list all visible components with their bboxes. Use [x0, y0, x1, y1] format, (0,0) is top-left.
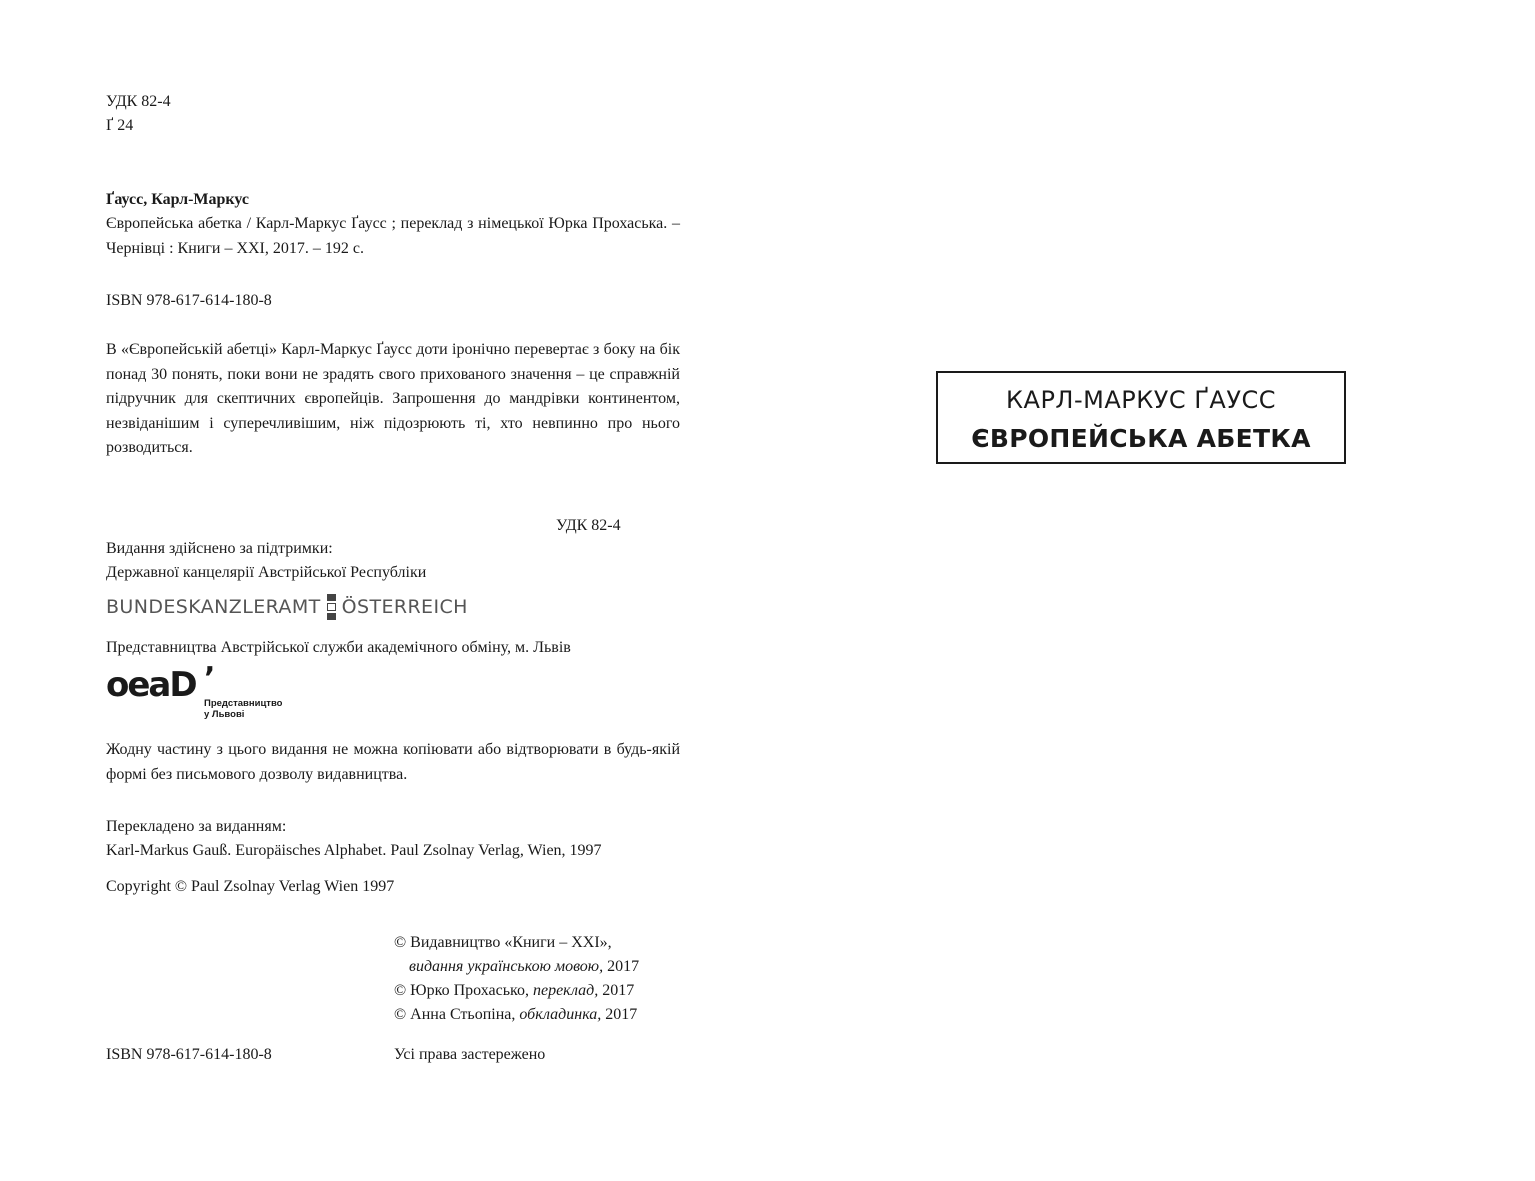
author-heading: Ґаусс, Карл-Маркус — [106, 191, 250, 208]
oead-logo — [106, 661, 306, 728]
book-title: ЄВРОПЕЙСЬКА АБЕТКА — [971, 424, 1311, 453]
support-block — [106, 537, 426, 585]
copyright-year: 2017 — [601, 1006, 638, 1023]
original-edition: Karl-Markus Gauß. Europäisches Alphabet. Paul Zsolnay Verlag, Wien, 1997 — [106, 842, 602, 859]
isbn-bottom: ISBN 978-617-614-180-8 — [106, 1046, 272, 1063]
copyright-plain: © Видавництво «Книги – XXI», — [394, 934, 612, 951]
copyright-italic: видання українською мовою, — [409, 958, 604, 975]
copyright-italic: обкладинка, — [519, 1006, 602, 1023]
oead-subtitle-line-1: Представництво — [204, 698, 283, 709]
title-box — [936, 371, 1346, 464]
bka-logo-right-text: ÖSTERREICH — [341, 596, 468, 618]
copyright-block — [394, 931, 639, 1027]
udk-right: УДК 82-4 — [556, 517, 621, 534]
copyright-plain: © Юрко Прохасько, — [394, 982, 533, 999]
translated-from-label: Перекладено за виданням: — [106, 818, 287, 835]
copyright-italic: переклад, — [532, 982, 599, 999]
bibliographic-entry: Європейська абетка / Карл-Маркус Ґаусс ; переклад з німецької Юрка Прохаська. – Чернівці : Книги – XXI, 2017. – 192 с. — [106, 215, 680, 257]
copyright-plain: © Анна Стьопіна, — [394, 1006, 520, 1023]
support-label: Видання здійснено за підтримки: — [106, 540, 333, 557]
copyright-line-publisher — [394, 931, 639, 955]
udk-block — [106, 90, 171, 138]
author-mark: Ґ 24 — [106, 117, 134, 134]
copyright-line-edition — [394, 955, 639, 979]
title-author: КАРЛ-МАРКУС ҐАУСС — [1006, 386, 1276, 414]
support-org-chancellery: Державної канцелярії Австрійської Республіки — [106, 564, 427, 581]
copyright-original: Copyright © Paul Zsolnay Verlag Wien 1997 — [106, 878, 395, 895]
oead-logo-mark: ’ — [204, 661, 216, 696]
copyright-line-cover — [394, 1003, 639, 1027]
copyright-year: 2017 — [598, 982, 635, 999]
bundeskanzleramt-logo — [106, 592, 468, 622]
bka-separator-icon — [327, 593, 336, 621]
oead-logo-subtitle — [204, 698, 282, 720]
copyright-year: 2017 — [603, 958, 640, 975]
support-org-oead: Представництва Австрійської служби академічного обміну, м. Львів — [106, 639, 571, 656]
bka-logo-left-text: BUNDESKANZLERAMT — [106, 596, 321, 618]
translation-source — [106, 815, 602, 863]
oead-logo-word: oeaD — [106, 665, 196, 705]
udk-code: УДК 82-4 — [106, 93, 171, 110]
all-rights-reserved: Усі права застережено — [394, 1046, 546, 1063]
rights-notice: Жодну частину з цього видання не можна копіювати або відтворювати в будь-якій формі без письмового дозволу видавництва. — [106, 741, 680, 783]
bibliographic-record — [106, 188, 680, 261]
oead-subtitle-line-2: у Львові — [204, 709, 245, 720]
copyright-line-translator — [394, 979, 639, 1003]
annotation: В «Європейській абетці» Карл-Маркус Ґаусс доти іронічно перевертає з боку на бік понад 30 понять, поки вони не зрадять свого прихованого значення – це справжній підручник для скептичних європейців. Запрошення до мандрівки континентом, незвіданішим і суперечливішим, ніж підозрюють ті, хто невпинно про нього розводиться. — [106, 341, 680, 456]
isbn-top: ISBN 978-617-614-180-8 — [106, 292, 272, 309]
